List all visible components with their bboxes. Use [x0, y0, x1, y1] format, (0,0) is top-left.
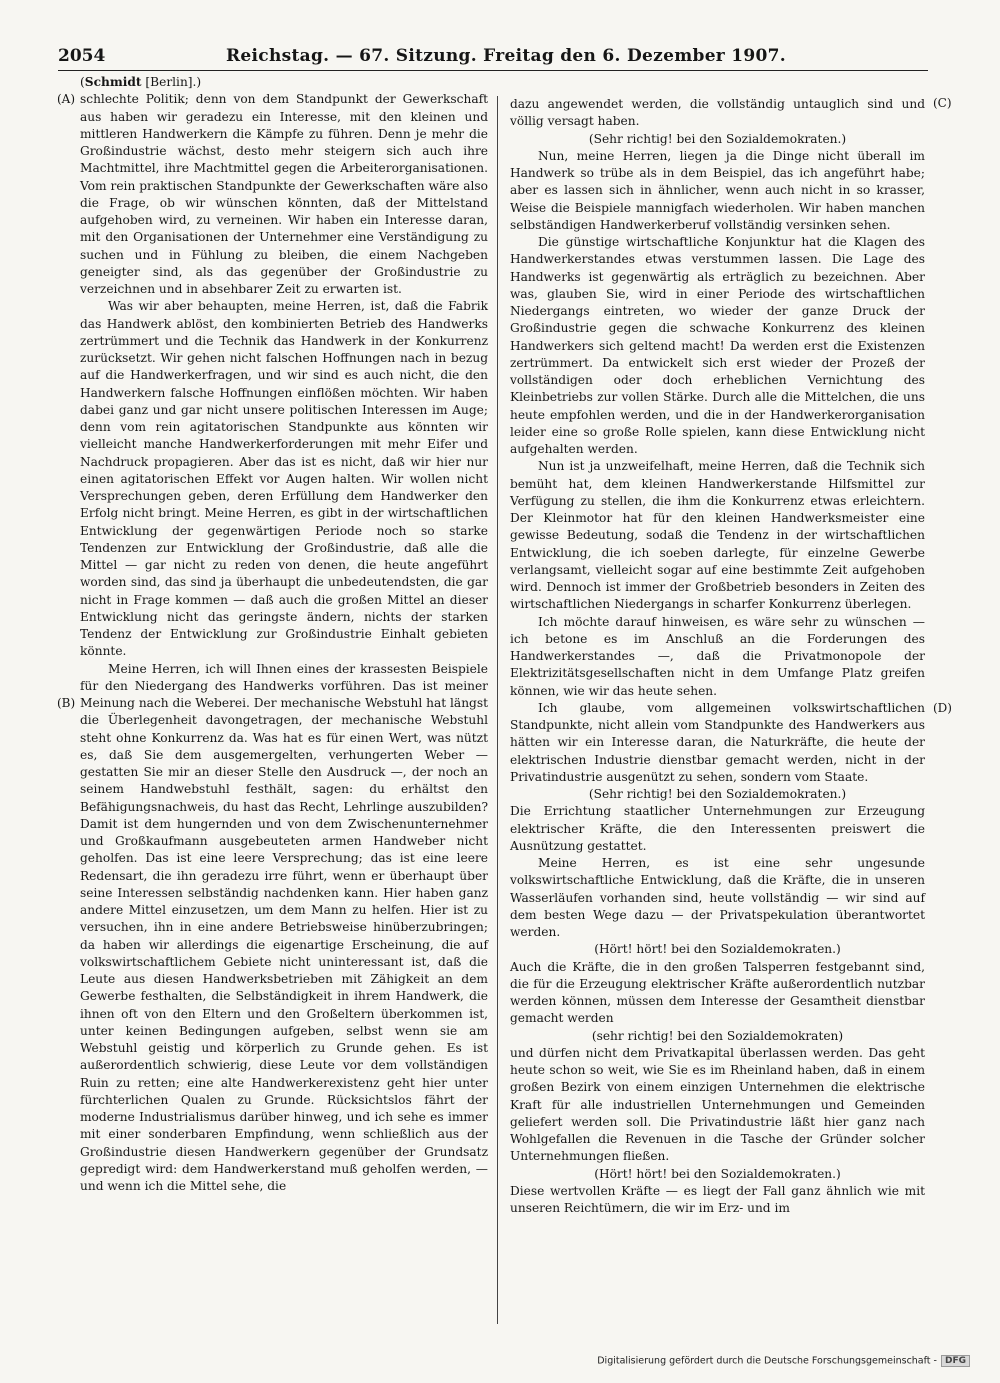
margin-marker-c: (C) [933, 96, 952, 110]
paragraph: Was wir aber behaupten, meine Herren, ist, daß die Fabrik das Handwerk ablöst, den kombinierten Betrieb des Handwerks zertrümmert und die Technik das Handwerk in der Konkurrenz zurücksetzt. Wir gehen nicht falschen Hoffnungen nach in bezug auf die Handwerkerfragen, und wir sind es auch nicht, die den Handwerkern falsche Hoffnungen einflößen möchten. Wir haben dabei ganz und gar nicht unsere politischen Interessen im Auge; denn vom rein agitatorischen Standpunkte aus könnten wir vielleicht manche Handwerkerforderungen mit mehr Eifer und Nachdruck propagieren. Aber das ist es nicht, daß wir hier nur einen agitatorischen Effekt vor Augen halten. Wir wollen nicht Versprechungen geben, deren Erfüllung dem Handwerker den Erfolg nicht bringt. Meine Herren, es gibt in der wirtschaftlichen Entwicklung der gegenwärtigen Periode noch so starke Tendenzen zur Entwicklung der Großindustrie, daß alle die Mittel — gar nicht zu reden von denen, die heute angeführt worden sind, das sind ja überhaupt die unbedeutendsten, die gar nicht in Frage kommen — daß auch die großen Mittel an dieser Entwicklung nicht das geringste ändern, nichts der starken Tendenz der Entwicklung zur Großindustrie Einhalt gebieten könnte. [80, 299, 488, 659]
column-divider [497, 96, 498, 1324]
paragraph: Die Errichtung staatlicher Unternehmungen zur Erzeugung elektrischer Kräfte, die den Interessenten preiswert die Ausnützung gestattet. [510, 804, 925, 853]
interjection: (Sehr richtig! bei den Sozialdemokraten.) [588, 787, 847, 801]
interjection: (Sehr richtig! bei den Sozialdemokraten.) [588, 131, 847, 146]
left-column [80, 74, 488, 1195]
paragraph: und dürfen nicht dem Privatkapital überlassen werden. Das geht heute schon so weit, wie Sie es im Rheinland haben, daß in einem großen Bezirk von einem einzigen Unternehmen die elektrische Kraft für alle industriellen Unternehmungen und Gemeinden geliefert werden soll. Die Privatindustrie läßt hier ganz nach Wohlgefallen die Revenuen in die Tasche der Gründer solcher Unternehmungen fließen. [510, 1045, 925, 1164]
header-rule [58, 70, 928, 71]
paragraph: Meine Herren, ich will Ihnen eines der krassesten Beispiele für den Niedergang des Handwerks vorführen. Das ist meiner Meinung nach die Weberei. Der mechanische Webstuhl hat längst die Überlegenheit davongetragen, der mechanische Webstuhl steht ohne Konkurrenz da. Was hat es für einen Wert, was nützt es, daß Sie dem ausgemergelten, verhungerten Weber — gestatten Sie mir an dieser Stelle den Ausdruck —, der noch an seinem Handwebstuhl festhält, sagen: du erhältst den Befähigungsnachweis, du hast das Recht, Lehrlinge auszubilden? Damit ist dem hungernden und von dem Zwischenunternehmer und Großkaufmann ausgebeuteten armen Handweber nicht geholfen. Das ist eine leere Versprechung; das ist eine leere Redensart, die ihn geradezu irre führt, wenn er überhaupt über seine Interessen selbständig nachdenken kann. Hier haben ganz andere Mittel einzusetzen, um dem Mann zu helfen. Hier ist zu versuchen, ihn in eine andere Betriebsweise hinüberzubringen; da haben wir allerdings die eigenartige Erscheinung, die auf volkswirtschaftlichem Gebiete nicht uninteressant ist, daß die Leute aus diesen Handwerksbetrieben mit Zähigkeit an dem Gewerbe festhalten, die Selbständigkeit in ihrem Handwerk, die ihnen oft von den Eltern und den Großeltern überkommen ist, unter keinen Bedingungen aufgeben, selbst wenn sie am Webstuhl geistig und körperlich zu Grunde gehen. Es ist außerordentlich schwierig, diese Leute vor dem vollständigen Ruin zu retten; eine alte Handwerkerexistenz geht hier unter fürchterlichen Qualen zu Grunde. Rücksichtslos fährt der moderne Industrialismus darüber hinweg, und ich sehe es immer mit einer sonderbaren Empfindung, wenn schließlich aus der Großindustrie diesen Handwerkern gegenüber der Grundsatz gepredigt wird: dem Handwerkerstand muß geholfen werden, — und wenn ich die Mittel sehe, die [80, 661, 488, 1193]
paragraph: dazu angewendet werden, die vollständig untauglich sind und völlig versagt haben. [510, 97, 925, 129]
paragraph: Meine Herren, es ist eine sehr ungesunde volkswirtschaftliche Entwicklung, daß die Kräfte, die in unseren Wasserläufen vorhanden sind, heute vollständig — wir sind auf dem besten Wege dazu — der Privatspekulation überantwortet werden. [510, 856, 925, 939]
paragraph: Nun, meine Herren, liegen ja die Dinge nicht überall im Handwerk so trübe als in dem Beispiel, das ich angeführt habe; aber es lassen sich in ähnlicher, wenn auch nicht in so krasser, Weise die Beispiele mannigfach wiederholen. Wir haben manchen selbständigen Handwerkerberuf vollständig versinken sehen. [510, 148, 925, 232]
footer-text: Digitalisierung gefördert durch die Deutsche Forschungsgemeinschaft - [597, 1355, 937, 1367]
margin-marker-b: (B) [57, 696, 76, 710]
page-title: Reichstag. — 67. Sitzung. Freitag den 6. Dezember 1907. [226, 46, 787, 66]
speaker-line: (Schmidt [Berlin].) [80, 75, 202, 89]
paragraph: schlechte Politik; denn von dem Standpunkt der Gewerkschaft aus haben wir geradezu ein Interesse, mit den kleinen und mittleren Handwerkern die Kämpfe zu führen. Denn je mehr die Großindustrie wächst, desto mehr steigern sich auch ihre Machtmittel, ihre Machtmittel gegen die Arbeiterorganisationen. Vom rein praktischen Standpunkte der Gewerkschaften wäre also die Frage, ob wir wünschen könnten, daß der Mittelstand aufgehoben wird, zu verneinen. Wir haben ein Interesse daran, mit den Organisationen der Unternehmer eine Verständigung zu suchen und in Fühlung zu bleiben, die einem Nachgeben geneigter sind, als das gegenüber der Großindustrie zu verzeichnen und in absehbarer Zeit zu erwarten ist. [80, 92, 488, 296]
page-header [58, 46, 928, 70]
speaker-place: [Berlin].) [141, 75, 202, 89]
paragraph: Nun ist ja unzweifelhaft, meine Herren, daß die Technik sich bemüht hat, dem kleinen Handwerkerstande Hilfsmittel zur Verfügung zu stellen, die ihm die Konkurrenz etwas erleichtern. Der Kleinmotor hat für den kleinen Handwerksmeister eine gewisse Bedeutung, sodaß die Tendenz in der wirtschaftlichen Entwicklung, die ich soeben darlegte, für einzelne Gewerbe verlangsamt, vielleicht sogar auf eine bestimmte Zeit aufgehoben wird. Dennoch ist immer der Großbetrieb besonders in Zeiten des wirtschaftlichen Niedergangs in scharfer Konkurrenz überlegen. [510, 459, 925, 612]
speaker-name: Schmidt [84, 75, 142, 89]
page-number: 2054 [58, 46, 106, 66]
paragraph: Ich möchte darauf hinweisen, es wäre sehr zu wünschen — ich betone es im Anschluß an die Forderungen des Handwerkerstandes —, daß die Privatmonopole der Elektrizitätsgesellschaften nicht in dem Umfange Platz greifen können, wie wir das heute sehen. [510, 614, 925, 698]
paragraph: Diese wertvollen Kräfte — es liegt der Fall ganz ähnlich wie mit unseren Reichtümern, die wir im Erz- und im [510, 1183, 925, 1215]
right-column [510, 96, 925, 1217]
footer-credit [597, 1355, 970, 1367]
margin-marker-d: (D) [933, 701, 952, 715]
margin-marker-a: (A) [57, 92, 76, 106]
paragraph: Auch die Kräfte, die in den großen Talsperren festgebannt sind, die für die Erzeugung elektrischer Kräfte außerordentlich nutzbar werden können, müssen dem Interesse der Gesamtheit dienstbar gemacht werden [510, 959, 925, 1026]
paragraph: Ich glaube, vom allgemeinen volkswirtschaftlichen Standpunkte, nicht allein vom Standpunkte des Handwerkers aus hätten wir ein Interesse daran, die Naturkräfte, die heute der elektrischen Industrie dienstbar gemacht werden, nicht in der Privatindustrie ausgenützt zu sehen, sondern vom Staate. [510, 700, 925, 784]
paragraph: Die günstige wirtschaftliche Konjunktur hat die Klagen des Handwerkerstandes etwas verstummen lassen. Die Lage des Handwerks ist gegenwärtig als erträglich zu bezeichnen. Aber was, glauben Sie, wird in einer Periode des wirtschaftlichen Niedergangs eintreten, wo wieder der ganze Druck der Großindustrie gegen die schwache Konkurrenz des kleinen Handwerkers sich geltend macht! Da werden erst die Existenzen zertrümmert. Da entwickelt sich erst wieder der Prozeß der vollständigen oder doch erheblichen Vernichtung des Kleinbetriebs zur vollen Stärke. Durch alle die Mittelchen, die uns heute empfohlen werden, und die in der Handwerkerorganisation leider eine so große Rolle spielen, kann diese Entwicklung nicht aufgehalten werden. [510, 235, 925, 456]
interjection: (Hört! hört! bei den Sozialdemokraten.) [594, 1166, 841, 1181]
interjection: (sehr richtig! bei den Sozialdemokraten) [591, 1028, 844, 1043]
dfg-logo: DFG [941, 1355, 970, 1367]
interjection: (Hört! hört! bei den Sozialdemokraten.) [594, 942, 841, 957]
